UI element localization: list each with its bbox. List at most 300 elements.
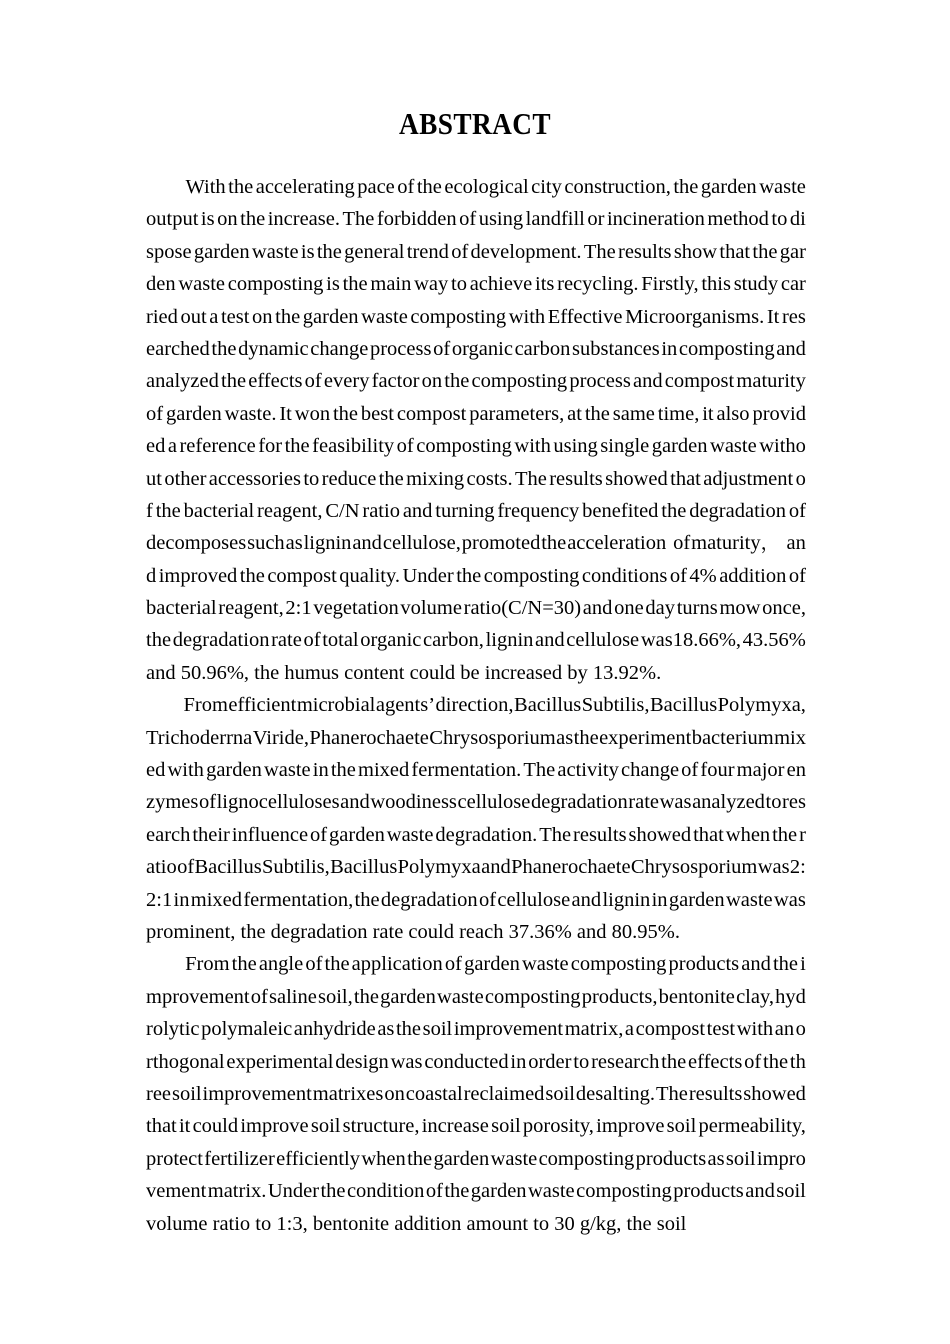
text-word: analyzed: [692, 791, 765, 814]
text-word: of: [198, 791, 217, 814]
text-word: pace: [357, 176, 395, 198]
text-word: of: [304, 370, 322, 393]
text-word: of: [451, 240, 469, 263]
text-word: dynamic: [238, 337, 309, 360]
text-word: waste: [521, 953, 569, 976]
text-word: matrix.: [207, 1180, 267, 1203]
text-word: addition: [719, 564, 787, 587]
text-word: of: [310, 823, 328, 846]
text-word: Effective: [547, 305, 623, 328]
text-word: waste: [263, 759, 311, 782]
text-word: with: [736, 1018, 774, 1041]
text-word: Chrysosporium: [429, 726, 556, 749]
text-word: microbial: [296, 694, 376, 717]
text-word: 2:1: [146, 888, 173, 911]
text-word: soil: [725, 1147, 756, 1170]
text-word: turns: [676, 597, 718, 620]
text-word: ratio: [362, 499, 400, 522]
text-line: [146, 1013, 806, 1045]
text-word: It: [766, 305, 780, 328]
text-word: lignin: [602, 888, 651, 911]
text-word: this: [701, 273, 731, 296]
text-word: promoted: [461, 532, 541, 555]
text-word: frequency: [497, 499, 580, 522]
text-word: waste: [361, 305, 408, 328]
text-word: The: [515, 467, 547, 490]
text-word: i: [800, 953, 806, 976]
text-word: and: [481, 856, 511, 879]
text-word: cellulose: [457, 791, 531, 814]
text-word: porosity,: [522, 1115, 594, 1138]
text-word: results: [618, 240, 672, 263]
paragraph-indent: [146, 948, 183, 980]
text-word: method: [707, 208, 769, 231]
text-word: car: [780, 273, 806, 296]
text-word: change: [310, 337, 369, 360]
text-word: city: [531, 176, 562, 198]
text-word: Phanerochaete: [309, 726, 429, 749]
text-word: soil: [776, 1180, 806, 1203]
text-word: waste: [386, 823, 434, 846]
text-word: reclaimed: [463, 1082, 545, 1105]
text-word: as: [556, 726, 574, 749]
text-word: factor: [371, 370, 420, 393]
text-word: With: [185, 176, 226, 198]
paragraph-indent: [146, 171, 183, 203]
text-word: accelerating: [255, 176, 355, 198]
text-word: matrixes: [312, 1082, 384, 1105]
text-word: soil: [545, 1082, 575, 1105]
text-word: o: [795, 467, 806, 490]
text-word: general: [344, 240, 405, 263]
text-line: [146, 1110, 806, 1142]
text-word: influence: [231, 823, 309, 846]
text-word: cellulose: [566, 629, 640, 652]
text-word: using: [553, 435, 598, 458]
text-word: the: [456, 564, 482, 587]
text-word: was: [757, 856, 790, 879]
text-word: bacterial: [146, 597, 217, 620]
text-word: gar: [779, 240, 806, 263]
text-word: atio: [146, 856, 177, 879]
text-word: soil,: [318, 985, 353, 1008]
text-word: it: [702, 402, 714, 425]
text-line: [146, 398, 806, 430]
text-word: development.: [470, 240, 582, 263]
text-word: Firstly,: [641, 273, 699, 296]
text-word: garden: [302, 305, 359, 328]
text-line: [146, 236, 806, 268]
text-word: process: [569, 370, 631, 393]
text-word: with: [167, 759, 204, 782]
text-word: of: [177, 856, 195, 879]
text-word: degradation: [530, 791, 628, 814]
text-line: [146, 365, 806, 397]
text-word: to: [573, 1050, 590, 1073]
text-word: r: [799, 823, 806, 846]
text-word: the: [228, 176, 254, 198]
text-word: on: [252, 305, 273, 328]
text-word: compost: [635, 1018, 706, 1041]
text-word: 2:1: [285, 597, 312, 620]
text-line: [146, 171, 806, 203]
text-word: the: [395, 1018, 422, 1041]
text-word: to: [771, 208, 788, 231]
text-word: Bacillus: [194, 856, 262, 879]
text-word: the: [661, 1050, 687, 1073]
text-word: experimental: [226, 1050, 334, 1073]
text-word: res: [782, 791, 806, 814]
text-word: day: [645, 597, 676, 620]
text-word: maturity，: [691, 532, 780, 555]
text-word: garden: [668, 888, 725, 911]
text-line: volume ratio to 1:3, bentonite addition amount to 30 g/kg, the soil: [146, 1212, 687, 1235]
text-word: 2:: [789, 856, 806, 879]
text-word: the: [284, 435, 310, 458]
text-word: products,: [581, 985, 658, 1008]
text-word: witho: [759, 435, 806, 458]
text-word: of: [788, 564, 806, 587]
text-line: prominent, the degradation rate could reach 37.36% and 80.95%.: [146, 920, 680, 943]
text-word: increase.: [267, 208, 340, 231]
text-word: bentonite: [658, 985, 735, 1008]
text-word: of: [669, 564, 687, 587]
text-word: decomposes: [146, 532, 247, 555]
text-word: The: [342, 208, 375, 231]
text-word: turning: [435, 499, 495, 522]
text-word: angle: [258, 953, 304, 976]
text-word: the: [275, 305, 301, 328]
text-word: Under: [267, 1180, 320, 1203]
text-line: [146, 689, 806, 721]
text-word: efficiently: [276, 1147, 361, 1170]
text-word: C/N: [325, 499, 360, 522]
text-word: of: [744, 1050, 762, 1073]
text-word: permeability,: [698, 1115, 806, 1138]
text-line: [146, 1143, 806, 1175]
text-line: [146, 203, 806, 235]
text-word: waste: [527, 1180, 575, 1203]
text-word: garden: [206, 759, 262, 782]
text-word: was: [390, 1050, 423, 1073]
text-word: mow: [719, 597, 761, 620]
text-word: was18.66%,: [640, 629, 742, 652]
text-word: of: [397, 176, 415, 198]
text-word: Polymyxa: [397, 856, 481, 879]
text-word: such: [247, 532, 285, 555]
text-word: earched: [146, 337, 210, 360]
text-word: composting: [483, 564, 580, 587]
text-word: soil: [422, 1018, 453, 1041]
text-word: adjustment: [703, 467, 794, 490]
text-word: garden: [464, 953, 520, 976]
text-word: in: [651, 888, 668, 911]
text-word: rate: [628, 791, 660, 814]
text-word: and: [535, 629, 565, 652]
text-word: mix: [774, 726, 806, 749]
text-word: [781, 527, 786, 559]
text-word: recycling.: [557, 273, 639, 296]
text-word: the: [353, 985, 379, 1008]
text-line: [146, 1175, 806, 1207]
text-word: one: [614, 597, 644, 620]
text-word: increase: [421, 1115, 489, 1138]
text-word: ratio(C/N=30): [463, 597, 582, 620]
text-word: their: [192, 823, 230, 846]
text-word: test: [220, 305, 250, 328]
text-word: design: [335, 1050, 389, 1073]
text-word: the: [772, 823, 798, 846]
text-word: showed: [628, 823, 692, 846]
text-word: garden: [380, 985, 436, 1008]
text-line: [146, 981, 806, 1013]
text-word: matrix,: [564, 1018, 624, 1041]
text-word: ried: [146, 305, 178, 328]
text-word: an: [786, 532, 806, 555]
text-word: mixed: [358, 759, 410, 782]
text-word: the: [444, 1180, 470, 1203]
text-word: change: [621, 759, 680, 782]
text-word: forbidden: [376, 208, 457, 231]
text-word: cellulose: [497, 888, 571, 911]
text-word: composting: [538, 1147, 635, 1170]
text-word: res: [781, 305, 806, 328]
text-line: [146, 463, 806, 495]
text-word: It: [279, 402, 292, 425]
text-line: [146, 495, 806, 527]
text-word: and: [402, 499, 433, 522]
text-word: in: [173, 888, 190, 911]
text-word: the: [752, 240, 778, 263]
text-word: products: [635, 1147, 707, 1170]
text-word: four: [700, 759, 735, 782]
text-word: application: [351, 953, 443, 976]
text-word: study: [733, 273, 779, 296]
text-word: mprovement: [146, 985, 250, 1008]
text-word: of: [146, 402, 164, 425]
text-word: lignin: [303, 532, 352, 555]
text-word: garden: [651, 435, 708, 458]
text-word: soil: [171, 1082, 202, 1105]
text-word: of: [478, 888, 497, 911]
text-word: agents’: [375, 694, 436, 717]
text-word: to: [303, 467, 320, 490]
text-word: the: [330, 759, 356, 782]
text-word: reduce: [321, 467, 377, 490]
text-word: The: [656, 1082, 688, 1105]
text-line: [146, 884, 806, 916]
text-word: Microorganisms.: [625, 305, 765, 328]
text-word: waste: [437, 985, 484, 1008]
text-word: the: [316, 240, 342, 263]
text-word: conditions: [581, 564, 668, 587]
text-word: waste.: [224, 402, 277, 425]
text-word: cellulose,: [382, 532, 461, 555]
text-word: composting: [484, 985, 581, 1008]
text-word: with: [508, 305, 546, 328]
text-word: conducted: [424, 1050, 509, 1073]
text-word: Polymyxa,: [717, 694, 806, 717]
text-line: [146, 527, 806, 559]
text-word: maturity: [736, 370, 806, 393]
text-word: construction,: [564, 176, 671, 198]
text-word: rate: [271, 629, 302, 652]
text-word: showed: [743, 1082, 806, 1105]
text-word: mixed: [190, 888, 243, 911]
text-word: experiment: [599, 726, 692, 749]
text-word: garden: [700, 176, 757, 198]
text-word: fermentation,: [243, 888, 354, 911]
text-word: other: [164, 467, 207, 490]
text-word: ed: [146, 435, 166, 458]
text-word: composting: [570, 953, 667, 976]
text-word: of: [673, 532, 691, 555]
text-word: as: [285, 532, 303, 555]
text-word: f: [146, 499, 153, 522]
text-word: the: [239, 564, 265, 587]
text-word: organic: [360, 629, 422, 652]
text-word: is: [300, 240, 315, 263]
text-word: of: [788, 499, 806, 522]
text-word: on: [421, 370, 443, 393]
abstract-body: [146, 171, 806, 1240]
text-word: degradation: [380, 888, 478, 911]
text-word: provid: [752, 402, 806, 425]
text-word: the: [378, 467, 404, 490]
text-word: and: [741, 953, 771, 976]
text-word: the: [231, 953, 257, 976]
text-word: composting: [576, 1180, 672, 1203]
text-word: improve: [596, 1115, 665, 1138]
text-word: The: [539, 823, 572, 846]
text-word: the: [332, 402, 359, 425]
text-word: every: [323, 370, 370, 393]
text-line: [146, 560, 806, 592]
text-word: that: [146, 1115, 177, 1138]
text-word: The: [583, 240, 616, 263]
text-word: when: [725, 823, 771, 846]
text-word: fertilizer: [204, 1147, 275, 1170]
text-word: is: [200, 208, 215, 231]
text-word: costs.: [466, 467, 513, 490]
text-word: for: [258, 435, 283, 458]
text-word: ree: [146, 1082, 172, 1105]
text-word: of: [425, 1180, 443, 1203]
text-word: it: [178, 1115, 191, 1138]
text-word: Bacillus: [649, 694, 718, 717]
text-word: [667, 527, 672, 559]
text-word: waste: [710, 435, 757, 458]
text-line: [146, 722, 806, 754]
text-word: composting: [416, 435, 512, 458]
text-word: saline: [269, 985, 317, 1008]
text-word: Chrysosporium: [630, 856, 758, 879]
text-word: the: [541, 532, 567, 555]
text-word: th: [789, 1050, 806, 1073]
text-word: soil: [666, 1115, 697, 1138]
text-word: bacterium: [691, 726, 774, 749]
text-word: woodiness: [370, 791, 457, 814]
text-word: the: [772, 953, 799, 976]
text-word: at: [567, 402, 582, 425]
text-word: effects: [688, 1050, 743, 1073]
text-word: organic: [451, 337, 513, 360]
text-word: the: [155, 499, 181, 522]
text-word: lignocelluloses: [216, 791, 340, 814]
text-word: using: [478, 208, 524, 231]
text-word: Bacillus: [330, 856, 398, 879]
text-word: den: [146, 273, 176, 296]
text-word: zymes: [146, 791, 199, 814]
text-line: [146, 301, 806, 333]
text-word: total: [322, 629, 359, 652]
text-word: ecological: [444, 176, 529, 198]
text-word: improve: [240, 1115, 309, 1138]
text-word: compost: [267, 564, 337, 587]
text-word: same: [612, 402, 655, 425]
text-word: also: [716, 402, 750, 425]
text-word: landfill: [525, 208, 585, 231]
text-word: and: [340, 791, 370, 814]
text-word: garden: [165, 402, 222, 425]
text-word: products: [668, 953, 740, 976]
text-word: waste: [725, 888, 773, 911]
text-word: could: [192, 1115, 239, 1138]
text-word: desalting.: [575, 1082, 656, 1105]
text-word: From: [185, 953, 230, 976]
text-word: in: [661, 337, 678, 360]
text-word: as: [707, 1147, 725, 1170]
text-word: effects: [248, 370, 303, 393]
text-word: of: [305, 953, 323, 976]
text-word: and: [582, 597, 613, 620]
text-word: the: [324, 953, 350, 976]
text-word: trend: [406, 240, 449, 263]
text-word: of: [459, 208, 477, 231]
cjk-comma: ，: [760, 532, 780, 555]
text-word: achieve: [469, 273, 533, 296]
text-word: compost: [396, 402, 467, 425]
text-word: improved: [158, 564, 238, 587]
text-word: Viride,: [252, 726, 309, 749]
text-word: that: [670, 467, 701, 490]
text-word: of: [433, 337, 451, 360]
text-word: earch: [146, 823, 191, 846]
text-word: impro: [756, 1147, 806, 1170]
text-word: clay,: [736, 985, 774, 1008]
text-line: [146, 754, 806, 786]
text-word: spose: [146, 240, 192, 263]
text-word: soil: [310, 1115, 341, 1138]
text-word: reagent,: [218, 597, 284, 620]
text-word: showed: [605, 467, 668, 490]
text-word: o: [795, 1018, 806, 1041]
text-line: [146, 430, 806, 462]
text-word: and: [352, 532, 382, 555]
text-word: its: [535, 273, 555, 296]
text-word: composting: [227, 273, 324, 296]
text-word: reference: [179, 435, 256, 458]
text-word: The: [523, 759, 556, 782]
text-word: Bacillus: [514, 694, 582, 717]
text-word: parameters,: [469, 402, 565, 425]
text-word: From: [183, 694, 228, 717]
text-word: Subtilis,: [581, 694, 650, 717]
text-word: accessories: [208, 467, 301, 490]
text-word: reagent,: [257, 499, 323, 522]
text-word: 4%: [689, 564, 717, 587]
text-word: the: [584, 402, 610, 425]
